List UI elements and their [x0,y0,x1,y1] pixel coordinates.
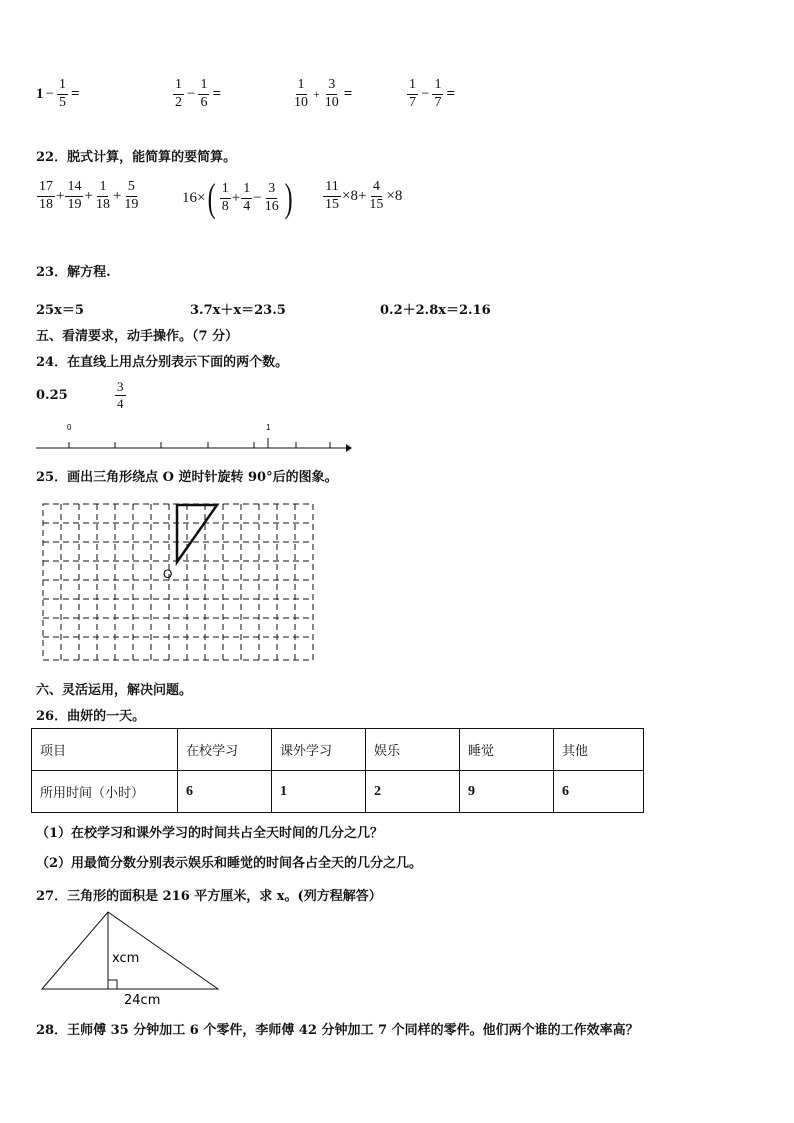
fraction-denominator: 4 [117,395,124,411]
plus-sign: + [84,187,93,204]
right-paren: ) [284,175,293,220]
time-table [31,728,644,813]
height-label: xcm [112,951,140,966]
q22-expression-2 [182,175,295,220]
q27-label: 27．三角形的面积是 216 平方厘米，求 x。(列方程解答） [36,889,382,904]
calc-1 [36,78,82,110]
tick-label-1: 1 [266,423,271,432]
fraction-numerator: 5 [126,180,137,197]
calc-3-fraction-b [323,78,341,110]
table-header-cell: 睡觉 [460,729,554,771]
fraction-denominator: 18 [95,196,110,212]
fraction [94,180,112,212]
table-cell: 6 [178,771,272,813]
calc-1-lead: 1 [36,85,44,102]
fraction-numerator: 1 [198,78,209,95]
q24-label: 24．在直线上用点分别表示下面的两个数。 [36,355,289,370]
fraction-numerator: 1 [241,182,252,199]
number-line-ticks [69,438,330,448]
plus-sign: + [56,187,65,204]
triangle-shape [177,505,217,562]
fraction-denominator: 19 [67,196,82,212]
q26-label: 26．曲妍的一天。 [36,709,146,724]
q23-equation-1: 25x＝5 [36,303,84,318]
fraction-numerator: 3 [266,182,277,199]
triangle-figure [38,910,228,1010]
fraction-denominator: 19 [124,196,139,212]
calc-4 [406,78,457,110]
expression-text: ×8+ [342,187,367,204]
equals-sign: = [70,85,80,102]
fraction-numerator: 14 [65,180,83,197]
table-header-cell: 其他 [554,729,644,771]
fraction-numerator: 3 [326,78,337,95]
fraction-numerator: 1 [57,78,68,95]
calc-3 [291,78,354,110]
calc-1-fraction [57,78,68,110]
calc-2-fraction-b [198,78,209,110]
rotation-point-label: O [163,567,173,581]
equals-sign: = [343,85,353,102]
rotation-grid [40,500,320,664]
left-paren: ( [208,175,217,220]
base-label: 24cm [124,993,161,1008]
calc-2-fraction-a [173,78,184,110]
fraction-numerator: 1 [407,78,418,95]
fraction-denominator: 6 [200,94,208,110]
table-header-cell: 课外学习 [272,729,366,771]
number-line [34,420,354,456]
calc-2-op: − [187,85,196,102]
fraction [115,380,126,410]
q28-label: 28．王师傅 35 分钟加工 6 个零件，李师傅 42 分钟加工 7 个同样的零件。他们两个谁的工作效率高？ [36,1023,639,1038]
calc-1-op: − [45,85,54,102]
fraction-numerator: 17 [37,180,55,197]
expression-text: ×8 [386,187,403,204]
calc-4-fraction-a [407,78,418,110]
fraction [323,180,341,212]
calc-3-op: + [313,86,320,101]
minus-sign: − [253,189,262,206]
q24-number-2 [114,380,127,410]
table-cell: 1 [272,771,366,813]
fraction-denominator: 5 [58,94,66,110]
table-cell: 2 [366,771,460,813]
q24-number-1: 0.25 [36,388,68,403]
table-cell: 6 [554,771,644,813]
q26-subquestion-1: （1）在校学习和课外学习的时间共占全天时间的几分之几？ [36,826,384,841]
section-6-heading: 六、灵活运用，解决问题。 [36,683,193,698]
q26-subquestion-2: （2）用最简分数分别表示娱乐和睡觉的时间各占全天的几分之几。 [36,856,423,871]
fraction-denominator: 7 [409,94,416,110]
plus-sign: + [112,187,122,204]
fraction-numerator: 11 [323,180,340,197]
fraction-numerator: 1 [432,78,443,95]
q25-label: 25．画出三角形绕点 O 逆时针旋转 90°后的图象。 [36,470,338,485]
q22-expression-1 [36,180,141,212]
q23-equation-3: 0.2＋2.8x＝2.16 [380,303,491,318]
table-cell: 9 [460,771,554,813]
fraction-denominator: 8 [221,198,229,214]
calc-3-fraction-a [292,78,310,110]
fraction-denominator: 10 [324,94,339,110]
expression-lead: 16× [182,189,206,206]
arrow-head-icon [346,444,352,452]
q23-equation-2: 3.7x＋x＝23.5 [190,303,286,318]
fraction-numerator: 1 [173,78,184,95]
fraction-denominator: 10 [294,94,308,110]
fraction-numerator: 3 [117,379,124,394]
fraction [65,180,83,212]
calc-4-op: − [421,85,430,102]
fraction [122,180,140,212]
tick-label-0: 0 [67,423,72,432]
fraction-numerator: 4 [371,180,382,197]
table-row [32,771,644,813]
table-row-label: 所用时间（小时） [32,771,178,813]
fraction-denominator: 15 [369,196,384,212]
fraction [263,182,281,214]
fraction-denominator: 2 [175,94,182,110]
q22-expression-3 [322,180,402,212]
equals-sign: = [446,85,456,102]
table-header-cell: 在校学习 [178,729,272,771]
fraction-numerator: 1 [97,180,108,197]
calc-4-fraction-b [432,78,443,110]
q22-label: 22．脱式计算，能简算的要简算。 [36,150,237,165]
table-header-row [32,729,644,771]
table-header-cell: 项目 [32,729,178,771]
section-5-heading: 五、看清要求，动手操作。（7 分） [36,329,239,344]
table-header-cell: 娱乐 [366,729,460,771]
fraction-numerator: 1 [296,78,307,95]
fraction-numerator: 1 [220,182,231,199]
right-angle-icon [108,980,117,989]
fraction-denominator: 7 [434,94,442,110]
fraction [367,180,385,212]
fraction-denominator: 16 [264,198,279,214]
equals-sign: = [212,85,222,102]
fraction-denominator: 4 [243,198,251,214]
fraction-denominator: 15 [325,196,339,212]
fraction [37,180,55,212]
calc-2 [172,78,223,110]
fraction [241,182,252,214]
fraction [220,182,231,214]
fraction-denominator: 18 [39,196,53,212]
q23-label: 23．解方程. [36,265,111,280]
plus-sign: + [231,189,241,206]
